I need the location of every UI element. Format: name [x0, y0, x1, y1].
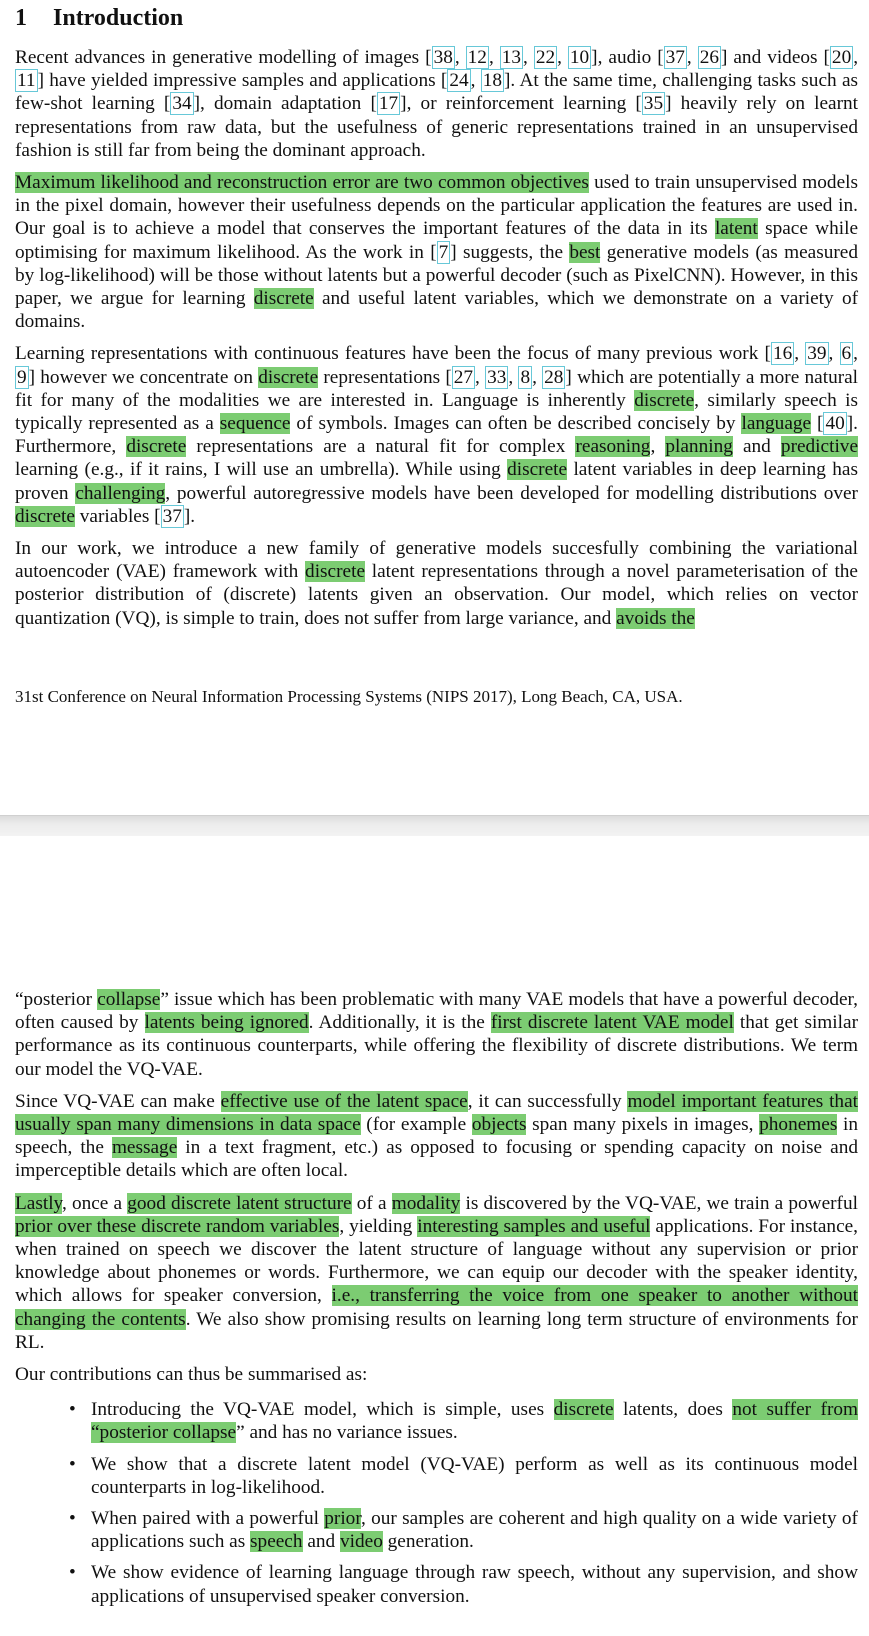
- text-run: When paired with a powerful: [91, 1508, 325, 1530]
- highlighted-text: Maximum likelihood and reconstruction error are two common objectives: [15, 172, 589, 194]
- text-run: of a: [351, 1192, 392, 1214]
- highlighted-text: discrete: [126, 436, 187, 458]
- text-run: [: [811, 413, 824, 435]
- citation-link[interactable]: 6: [841, 343, 852, 365]
- pdf-page-2: [0, 836, 869, 1636]
- text-run: and: [732, 436, 781, 458]
- text-run: applications. For instance, when trained on speech we discover the latent structure of language without any supervision or prior knowledge about phonemes or words. Furthermore, we can equip our decoder with the speaker identity, which allows for speaker conversion,: [15, 1215, 859, 1307]
- list-item: [91, 1561, 858, 1607]
- citation-link[interactable]: 33: [487, 366, 507, 388]
- pdf-page-1: [0, 0, 869, 815]
- highlighted-text: collapse: [97, 989, 161, 1010]
- contributions-list: [15, 1398, 858, 1608]
- highlighted-text: discrete: [305, 561, 365, 583]
- text-run: , once a: [61, 1192, 128, 1214]
- text-run: , powerful autoregressive models have been developed for modelling distributions over: [165, 482, 858, 504]
- paragraph: [15, 342, 858, 528]
- list-item: [91, 1453, 858, 1499]
- text-run: In our work, we introduce a new family of generative models succesfully combining the variational autoencoder (VAE) framework with: [15, 538, 858, 583]
- page-separator: [0, 815, 869, 837]
- text-run: We show evidence of learning language through raw speech, without any supervision, and show applications of unsupervised speaker conversion.: [91, 1562, 858, 1607]
- text-run: ,: [828, 343, 840, 365]
- text-run: of symbols. Images can often be described concisely by: [290, 413, 742, 435]
- text-run: and useful latent variables, which we demonstrate on a variety of domains.: [15, 288, 859, 333]
- highlighted-text: modality: [391, 1192, 461, 1214]
- paragraph: [15, 46, 858, 162]
- text-run: “posterior: [15, 989, 98, 1010]
- highlighted-text: effective use of the latent space: [220, 1090, 468, 1112]
- citation-link[interactable]: 24: [449, 70, 469, 92]
- highlighted-text: speech: [250, 1531, 303, 1553]
- text-run: , it can successfully: [467, 1090, 628, 1112]
- highlighted-text: phonemes: [759, 1114, 838, 1136]
- text-run: ,: [488, 47, 500, 68]
- text-run: learning (e.g., if it rains, I will use an umbrella). While using: [15, 459, 508, 481]
- text-run: representations are a natural fit for complex: [186, 436, 576, 458]
- section-heading: [15, 0, 858, 46]
- text-run: is discovered by the VQ-VAE, we train a powerful: [460, 1192, 858, 1214]
- citation-link[interactable]: 26: [699, 47, 719, 68]
- page-2-content: [15, 988, 858, 1616]
- citation-link[interactable]: 18: [482, 70, 502, 92]
- text-run: and: [302, 1531, 340, 1553]
- text-run: Introducing the VQ-VAE model, which is simple, uses: [91, 1399, 554, 1421]
- text-run: ,: [686, 47, 698, 68]
- citation-link[interactable]: 37: [162, 505, 182, 527]
- paragraph: [15, 1192, 858, 1354]
- citation-link[interactable]: 16: [772, 343, 793, 365]
- text-run: in a text fragment, etc.) as opposed to focusing or spending capacity on noise and imperceptible details which are often local.: [15, 1137, 858, 1182]
- highlighted-text: prior over these discrete random variables: [15, 1215, 340, 1237]
- highlighted-text: message: [111, 1137, 178, 1159]
- text-run: ], or reinforcement learning [: [400, 93, 642, 115]
- text-run: ,: [470, 70, 481, 92]
- highlighted-text: predictive: [780, 436, 859, 458]
- text-run: that get similar performance as its continuous counterparts, while offering the flexibility of discrete distributions. We term our model the VQ-VAE.: [15, 1012, 858, 1080]
- text-run: (for example: [360, 1114, 472, 1136]
- text-run: ,: [523, 47, 534, 68]
- text-run: used to train unsupervised models in the pixel domain, however their usefulness depends on the particular application the features are used in. Our goal is to achieve a model that conserves the important features of the data in its: [15, 172, 858, 240]
- text-run: ] heavily rely on learnt representations from raw data, but the usefulness of generic representations trained in an unsupervised fashion is still far from being the dominant approach.: [15, 93, 858, 161]
- citation-link[interactable]: 37: [665, 47, 685, 68]
- highlighted-text: sequence: [219, 413, 291, 435]
- text-run: in speech, the: [15, 1114, 858, 1159]
- citation-link[interactable]: 22: [535, 47, 556, 68]
- highlighted-text: latent: [714, 218, 758, 240]
- citation-link[interactable]: 34: [172, 93, 192, 115]
- text-run: Our contributions can thus be summarised as:: [15, 1364, 368, 1386]
- highlighted-text: discrete: [258, 366, 319, 388]
- text-run: ,: [557, 47, 568, 68]
- text-run: , our samples are coherent and high quality on a wide variety of applications such as: [91, 1508, 858, 1553]
- text-run: generative models (as measured by log-likelihood) will be those without latents but a powerful decoder (such as PixelCNN). However, in this paper, we argue for learning: [15, 241, 858, 310]
- text-run: ]. At the same time, challenging tasks such as few-shot learning [: [15, 70, 859, 115]
- text-run: ,: [475, 366, 486, 388]
- text-run: latent representations through a novel parameterisation of the posterior distribution of (discrete) latents given an observation. Our model, which relies on vector quantization (VQ), is simple to train, does not suffer from large variance, and: [15, 561, 858, 629]
- text-run: Since VQ-VAE can make: [15, 1090, 221, 1112]
- text-run: , similarly speech is typically represented as a: [15, 389, 858, 435]
- highlighted-text: discrete: [634, 389, 695, 411]
- text-run: Recent advances in generative modelling of images [: [15, 47, 432, 68]
- highlighted-text: objects: [471, 1114, 527, 1136]
- text-run: ” issue which has been problematic with many VAE models that have a powerful decoder, often caused by: [15, 989, 858, 1034]
- highlighted-text: i.e., transferring the voice from one speaker to another without changing the contents: [15, 1285, 858, 1330]
- text-run: variables [: [74, 505, 161, 527]
- highlighted-text: language: [741, 413, 812, 435]
- highlighted-text: Lastly: [15, 1192, 62, 1214]
- highlighted-text: challenging: [75, 482, 166, 504]
- paragraph: [15, 1090, 858, 1183]
- highlighted-text: discrete: [15, 505, 75, 527]
- citation-link[interactable]: 12: [467, 47, 487, 68]
- highlighted-text: discrete: [507, 459, 568, 481]
- highlighted-text: interesting samples and useful: [417, 1215, 651, 1237]
- highlighted-text: avoids the: [616, 607, 695, 629]
- section-number: 1: [15, 5, 27, 31]
- section-title: Introduction: [53, 5, 184, 31]
- highlighted-text: discrete: [253, 288, 314, 310]
- text-run: ,: [532, 366, 543, 388]
- paragraph: [15, 1363, 858, 1386]
- highlighted-text: reasoning: [575, 436, 651, 458]
- text-run: ] which are potentially a more natural fit for many of the modalities we are interested in. Language is inherently: [15, 366, 859, 411]
- citation-link[interactable]: 11: [17, 70, 36, 92]
- highlighted-text: discrete: [553, 1399, 614, 1421]
- paragraph: [15, 988, 858, 1081]
- text-run: ,: [853, 47, 859, 68]
- text-run: ,: [650, 436, 666, 458]
- highlighted-text: video: [340, 1531, 383, 1553]
- text-run: ], domain adaptation [: [193, 93, 377, 115]
- text-run: ,: [794, 343, 806, 365]
- highlighted-text: best: [569, 241, 601, 263]
- highlighted-text: latents being ignored: [144, 1012, 309, 1034]
- text-run: ] suggests, the: [450, 241, 570, 263]
- text-run: generation.: [382, 1531, 474, 1553]
- text-run: Learning representations with continuous features have been the focus of many previous work [: [15, 343, 771, 365]
- text-run: ,: [454, 47, 466, 68]
- text-run: ,: [853, 343, 858, 365]
- citation-link[interactable]: 17: [378, 93, 399, 115]
- paragraph: [15, 537, 858, 630]
- citation-link[interactable]: 20: [831, 47, 852, 68]
- text-run: latent variables in deep learning has proven: [15, 459, 858, 504]
- highlighted-text: model important features that usually span many dimensions in data space: [15, 1090, 858, 1136]
- citation-link[interactable]: 35: [643, 93, 664, 115]
- citation-link[interactable]: 7: [438, 241, 449, 263]
- list-item: [91, 1507, 858, 1553]
- text-run: span many pixels in images,: [526, 1114, 760, 1136]
- text-run: , yielding: [339, 1215, 418, 1237]
- text-run: ,: [508, 366, 519, 388]
- citation-link[interactable]: 9: [17, 366, 27, 388]
- page-1-content: [15, 0, 858, 639]
- citation-link[interactable]: 40: [825, 413, 845, 435]
- text-run: . Additionally, it is the: [308, 1012, 491, 1034]
- citation-link[interactable]: 38: [433, 47, 453, 68]
- text-run: . We also show promising results on learning long term structure of environments for RL.: [15, 1308, 858, 1353]
- text-run: ]. Furthermore,: [15, 413, 858, 458]
- text-run: We show that a discrete latent model (VQ-VAE) perform as well as its continuous model counterparts in log-likelihood.: [91, 1453, 858, 1498]
- paragraph: [15, 171, 858, 333]
- text-run: ] and videos [: [720, 47, 830, 68]
- text-run: ].: [183, 505, 196, 527]
- citation-link[interactable]: 39: [807, 343, 827, 365]
- text-run: ] have yielded impressive samples and applications [: [37, 70, 448, 92]
- citation-link[interactable]: 10: [569, 47, 590, 68]
- footnote: 31st Conference on Neural Information Processing Systems (NIPS 2017), Long Beach, CA, USA.: [15, 687, 683, 706]
- citation-link[interactable]: 8: [520, 366, 531, 388]
- text-run: representations [: [318, 366, 452, 388]
- text-run: ], audio [: [591, 47, 664, 68]
- citation-link[interactable]: 28: [544, 366, 564, 388]
- list-item: [91, 1398, 858, 1444]
- text-run: ” and has no variance issues.: [236, 1422, 458, 1444]
- citation-link[interactable]: 13: [501, 47, 522, 68]
- highlighted-text: not suffer from “posterior collapse: [91, 1399, 858, 1444]
- highlighted-text: prior: [324, 1508, 361, 1530]
- text-run: latents, does: [613, 1399, 733, 1421]
- citation-link[interactable]: 27: [453, 366, 474, 388]
- highlighted-text: good discrete latent structure: [127, 1192, 352, 1214]
- highlighted-text: planning: [665, 436, 733, 458]
- text-run: space while optimising for maximum likelihood. As the work in [: [15, 218, 859, 263]
- highlighted-text: first discrete latent VAE model: [490, 1012, 734, 1034]
- text-run: ] however we concentrate on: [28, 366, 259, 388]
